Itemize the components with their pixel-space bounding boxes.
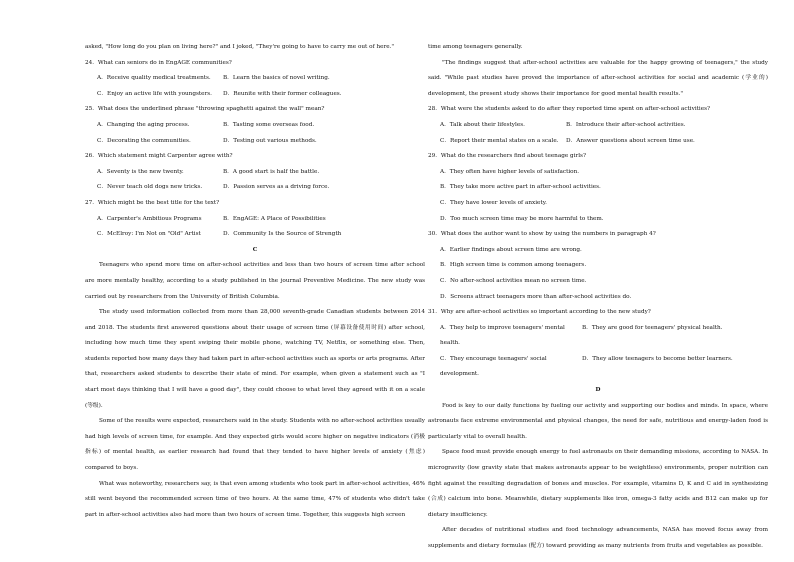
question-31-options-row1 bbox=[428, 321, 768, 352]
question-28-options-row1 bbox=[428, 118, 768, 134]
passage-b-ending: asked, "How long do you plan on living here?" and I joked, "They're going to have to carry me out of here." bbox=[85, 44, 395, 50]
option-c[interactable]: C．No after-school activities mean no screen time. bbox=[440, 277, 587, 284]
option-c[interactable]: C．They have lower levels of anxiety. bbox=[440, 199, 547, 206]
question-26-options-row2 bbox=[85, 180, 425, 196]
option-d[interactable]: D．Passion serves as a driving force. bbox=[223, 184, 330, 191]
option-c[interactable]: C．McElroy: I'm Not on "Old" Artist bbox=[97, 231, 201, 238]
option-d[interactable]: D．Screens attract teenagers more than after-school activities do. bbox=[440, 293, 632, 300]
question-24-options-row2 bbox=[85, 87, 425, 103]
question-25-stem: 25．What does the underlined phrase "throwing spaghetti against the wall" mean? bbox=[85, 106, 325, 113]
option-a[interactable]: A．They help to improve teenagers' mental health. bbox=[440, 324, 565, 347]
section-d-heading: D bbox=[595, 387, 601, 394]
question-24-options-row1 bbox=[85, 71, 425, 87]
option-c[interactable]: C．Decorating the communities. bbox=[97, 137, 191, 144]
option-d[interactable]: D．Community Is the Source of Strength bbox=[223, 231, 342, 238]
option-b[interactable]: B．A good start is half the battle. bbox=[223, 168, 320, 175]
option-b[interactable]: B．High screen time is common among teenagers. bbox=[440, 262, 587, 269]
option-a[interactable]: A．Receive quality medical treatments. bbox=[97, 75, 211, 82]
question-30-stem: 30．What does the author want to show by using the numbers in paragraph 4? bbox=[428, 231, 656, 238]
question-31-stem: 31．Why are after-school activities so important according to the new study? bbox=[428, 309, 651, 316]
passage-c-paragraph-3: Some of the results were expected, researchers said in the study. Students with no after-school activities usually had high levels of screen time, for example. And they expected girls would score higher on negative indicators (消极指标) of mental health, as earlier research had found that they tended to have higher levels of anxiety (焦虑) compared to boys. bbox=[85, 418, 425, 472]
option-b[interactable]: B．Tasting some overseas food. bbox=[223, 121, 315, 128]
option-b[interactable]: B．They are good for teenagers' physical health. bbox=[582, 324, 723, 331]
passage-c-paragraph-1: Teenagers who spend more time on after-school activities and less than two hours of screen time after school are more mentally healthy, according to a study published in the journal Preventive Medicine. The new study was carried out by researchers from the University of British Columbia. bbox=[85, 262, 425, 300]
question-27-options-row1 bbox=[85, 212, 425, 228]
passage-c-paragraph-2: The study used information collected from more than 28,000 seventh-grade Canadian students between 2014 and 2018. The students first answered questions about their usage of screen time (屏幕设备使用时间) after school, including how much time they spent swiping their mobile phone, watching TV, Netflix, or something else. Then, students reported how many days they had taken part in after-school activities such as sports or arts programs. After that, researchers asked students to describe their state of mind. For example, when given a statement such as "I start most days thinking that I will have a good day", they could choose to what level they agreed with it on a scale (等级). bbox=[85, 309, 425, 409]
option-a[interactable]: A．Talk about their lifestyles. bbox=[440, 121, 525, 128]
question-28-stem: 28．What were the students asked to do after they reported time spent on after-school activities? bbox=[428, 106, 711, 113]
passage-c-continuation: time among teenagers generally. bbox=[428, 44, 523, 50]
passage-d-paragraph-2: Space food must provide enough energy to fuel astronauts on their demanding missions, according to NASA. In microgravity (low gravity state that makes astronauts appear to be weightless) environments, proper nutrition can fight against the resulting degradation of bones and muscles. For example, vitamins D, K and C aid in synthesizing (合成) calcium into bone. Meanwhile, dietary supplements like iron, omega-3 fatty acids and B12 can make up for dietary insufficiency. bbox=[428, 449, 768, 518]
question-31-options-row2 bbox=[428, 352, 768, 383]
question-28-options-row2 bbox=[428, 134, 768, 150]
option-d[interactable]: D．Testing out various methods. bbox=[223, 137, 317, 144]
question-26-options-row1 bbox=[85, 165, 425, 181]
question-24-stem: 24．What can seniors do in EngAGE communities? bbox=[85, 59, 232, 66]
option-a[interactable]: A．Changing the aging process. bbox=[97, 121, 190, 128]
passage-d-paragraph-3: After decades of nutritional studies and food technology advancements, NASA has moved focus away from supplements and dietary formulas (配方) toward providing as many nutrients from fruits and vegetables as possible. bbox=[428, 527, 768, 549]
question-29-stem: 29．What do the researchers find about teenage girls? bbox=[428, 153, 587, 160]
option-c[interactable]: C．They encourage teenagers' social development. bbox=[440, 355, 547, 378]
question-26-stem: 26．Which statement might Carpenter agree with? bbox=[85, 153, 233, 160]
question-27-options-row2 bbox=[85, 227, 425, 243]
option-b[interactable]: B．Introduce their after-school activities. bbox=[566, 121, 686, 128]
option-d[interactable]: D．Too much screen time may be more harmful to them. bbox=[440, 215, 604, 222]
option-c[interactable]: C．Never teach old dogs new tricks. bbox=[97, 184, 203, 191]
option-a[interactable]: A．They often have higher levels of satisfaction. bbox=[440, 168, 580, 175]
option-d[interactable]: D．Answer questions about screen time use. bbox=[566, 137, 695, 144]
passage-c-paragraph-5: "The findings suggest that after-school activities are valuable for the happy growing of teenagers," the study said. "While past studies have proved the importance of after-school activities for social and academic (学业的) development, the present study shows their importance for good mental health results." bbox=[428, 59, 768, 97]
passage-c-paragraph-4: What was noteworthy, researchers say, is that even among students who took part in after-school activities, 46% still went beyond the recommended screen time of two hours. At the same time, 47% of students who didn't take part in after-school activities also had more than two hours of screen time. Together, this suggests high screen bbox=[85, 480, 425, 518]
question-25-options-row2 bbox=[85, 134, 425, 150]
passage-d-paragraph-1: Food is key to our daily functions by fueling our activity and supporting our bodies and minds. In space, where astronauts face extreme environmental and physical changes, the need for safe, nutritious and energy-laden food is particularly vital to overall health. bbox=[428, 402, 768, 440]
option-a[interactable]: A．Seventy is the new twenty. bbox=[97, 168, 184, 175]
question-25-options-row1 bbox=[85, 118, 425, 134]
section-c-heading: C bbox=[252, 246, 258, 253]
right-column bbox=[428, 40, 768, 555]
option-d[interactable]: D．They allow teenagers to become better learners. bbox=[582, 355, 733, 362]
option-b[interactable]: B．Learn the basics of novel writing. bbox=[223, 75, 330, 82]
option-a[interactable]: A．Carpenter's Ambitious Programs bbox=[97, 215, 202, 222]
option-b[interactable]: B．EngAGE: A Place of Possibilities bbox=[223, 215, 326, 222]
option-c[interactable]: C．Enjoy an active life with youngsters. bbox=[97, 90, 212, 97]
question-27-stem: 27．Which might be the best title for the text? bbox=[85, 199, 220, 206]
option-d[interactable]: D．Reunite with their former colleagues. bbox=[223, 90, 342, 97]
left-column bbox=[85, 40, 425, 523]
option-b[interactable]: B．They take more active part in after-school activities. bbox=[440, 184, 601, 191]
option-c[interactable]: C．Report their mental states on a scale. bbox=[440, 137, 559, 144]
option-a[interactable]: A．Earlier findings about screen time are wrong. bbox=[440, 246, 582, 253]
